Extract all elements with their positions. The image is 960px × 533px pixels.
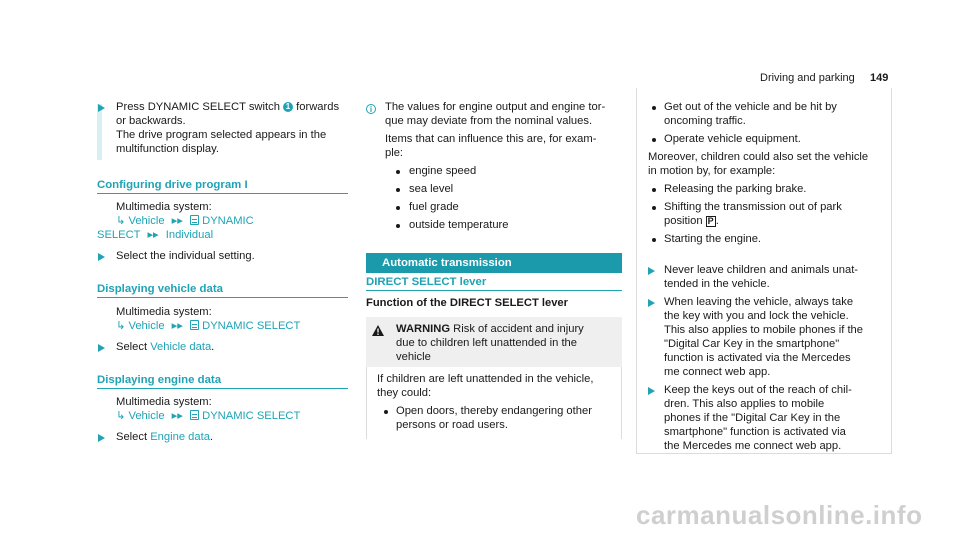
c3-b3: Releasing the parking brake.: [664, 183, 807, 195]
c3-b1a: Get out of the vehicle and be hit by: [664, 101, 837, 113]
step-arrow-icon: [98, 253, 105, 261]
c3-s1a: Never leave children and animals unat-: [664, 264, 859, 276]
warning-label: WARNING: [396, 323, 451, 335]
menu-individual[interactable]: Individual: [165, 229, 214, 241]
path-start-icon: ↳: [116, 320, 126, 332]
step-arrow-icon: [648, 387, 655, 395]
step-arrow-icon: [648, 267, 655, 275]
step-arrow-icon: [98, 344, 105, 352]
bullet-dot: [396, 206, 400, 210]
section-heading-engine-data: Displaying engine data: [97, 374, 222, 386]
menu-dynamic-select[interactable]: DYNAMIC SELECT: [202, 410, 301, 422]
warning-line4: If children are left unattended in the vehicle,: [377, 373, 594, 385]
subsection-rule: [366, 290, 622, 291]
c3-b4b: position P .: [664, 215, 719, 227]
warning-bullet1b: persons or road users.: [396, 419, 508, 431]
seat-icon: [190, 410, 199, 420]
watermark: carmanualsonline.info: [636, 500, 923, 530]
section-rule: [97, 193, 348, 194]
multimedia-label: Multimedia system:: [116, 396, 212, 408]
header-title: Driving and parking: [760, 72, 855, 84]
warning-line5: they could:: [377, 387, 432, 399]
vehicle-data-link[interactable]: Vehicle data: [150, 341, 212, 353]
note-line1: The values for engine output and engine tor-: [385, 101, 606, 113]
info-icon: [366, 104, 376, 114]
step-select-vehicle-data: Select Vehicle data.: [116, 341, 215, 353]
chevron-right-icon: ▸▸: [171, 215, 183, 227]
c3-b2: Operate vehicle equipment.: [664, 133, 801, 145]
park-symbol: P: [707, 216, 714, 226]
bullet-dot: [396, 224, 400, 228]
function-heading: Function of the DIRECT SELECT lever: [366, 297, 569, 309]
note-item: engine speed: [409, 165, 477, 177]
step-arrow-icon: [98, 104, 105, 112]
menu-vehicle[interactable]: Vehicle: [128, 410, 165, 422]
menu-path-1: [116, 215, 254, 229]
step-select-engine-data: Select Engine data.: [116, 431, 214, 443]
note-line4: ple:: [385, 147, 404, 159]
c3-b4a: Shifting the transmission out of park: [664, 201, 842, 213]
c3-s3e: the Mercedes me connect web app.: [664, 440, 842, 452]
step1-line4: multifunction display.: [116, 143, 220, 155]
warning-line2: due to children left unattended in the: [396, 337, 577, 349]
seat-icon: [190, 215, 199, 225]
subsection-heading: DIRECT SELECT lever: [366, 276, 487, 288]
chevron-right-icon: ▸▸: [171, 320, 183, 332]
chevron-right-icon: ▸▸: [171, 410, 183, 422]
c3-b1b: oncoming traffic.: [664, 115, 746, 127]
bullet-dot: [652, 188, 656, 192]
c3-p1: Moreover, children could also set the vehicle: [648, 151, 869, 163]
section-heading-configuring: Configuring drive program I: [97, 179, 248, 191]
menu-select[interactable]: SELECT: [97, 229, 141, 241]
multimedia-label: Multimedia system:: [116, 306, 212, 318]
step1-line2: or backwards.: [116, 115, 186, 127]
bullet-dot: [396, 170, 400, 174]
c3-s3d: smartphone" function is activated via: [664, 426, 846, 438]
step-arrow-icon: [648, 299, 655, 307]
note-item: outside temperature: [409, 219, 509, 231]
c3-s2a: When leaving the vehicle, always take: [664, 296, 854, 308]
step1-line1: Press DYNAMIC SELECT switch 1 forwards: [116, 101, 340, 113]
c3-s3c: phones if the "Digital Car Key in the: [664, 412, 841, 424]
c3-s3a: Keep the keys out of the reach of chil-: [664, 384, 852, 396]
chevron-right-icon: ▸▸: [147, 229, 159, 241]
bullet-dot: [396, 188, 400, 192]
c3-s3b: dren. This also applies to mobile: [664, 398, 825, 410]
path-start-icon: ↳: [116, 215, 126, 227]
warning-bullet1a: Open doors, thereby endangering other: [396, 405, 592, 417]
section-heading-vehicle-data: Displaying vehicle data: [97, 283, 223, 295]
note-item: sea level: [409, 183, 454, 195]
c3-p2: in motion by, for example:: [648, 165, 776, 177]
c3-s2f: me connect web app.: [664, 366, 771, 378]
menu-path-2: [116, 320, 300, 334]
menu-path-1b: [97, 229, 213, 243]
switch-number-icon: 1: [283, 102, 293, 112]
step-bar: [97, 104, 102, 160]
path-start-icon: ↳: [116, 410, 126, 422]
menu-path-3: [116, 410, 300, 424]
menu-vehicle[interactable]: Vehicle: [128, 320, 165, 332]
section-rule: [97, 388, 348, 389]
menu-dynamic[interactable]: DYNAMIC: [202, 215, 254, 227]
warning-title: WARNING Risk of accident and injury: [396, 323, 584, 335]
c3-s2e: function is activated via the Mercedes: [664, 352, 851, 364]
c3-s2d: "Digital Car Key in the smartphone": [664, 338, 840, 350]
bullet-dot: [384, 410, 388, 414]
note-item: fuel grade: [409, 201, 459, 213]
multimedia-label: Multimedia system:: [116, 201, 212, 213]
step1-line3: The drive program selected appears in the: [116, 129, 327, 141]
step-select-individual: Select the individual setting.: [116, 250, 255, 262]
step-arrow-icon: [98, 434, 105, 442]
menu-dynamic-select[interactable]: DYNAMIC SELECT: [202, 320, 301, 332]
bullet-dot: [652, 238, 656, 242]
c3-s1b: tended in the vehicle.: [664, 278, 770, 290]
menu-vehicle[interactable]: Vehicle: [128, 215, 165, 227]
engine-data-link[interactable]: Engine data: [150, 431, 210, 443]
page-number: 149: [870, 72, 889, 84]
section-banner: Automatic transmission: [366, 253, 622, 273]
note-line3: Items that can influence this are, for exam-: [385, 133, 597, 145]
warning-line3: vehicle: [396, 351, 431, 363]
c3-s2c: This also applies to mobile phones if the: [664, 324, 864, 336]
c3-b5: Starting the engine.: [664, 233, 762, 245]
note-line2: que may deviate from the nominal values.: [385, 115, 593, 127]
section-rule: [97, 297, 348, 298]
bullet-dot: [652, 206, 656, 210]
bullet-dot: [652, 138, 656, 142]
warning-icon: [372, 325, 384, 336]
seat-icon: [190, 320, 199, 330]
bullet-dot: [652, 106, 656, 110]
c3-s2b: the key with you and lock the vehicle.: [664, 310, 849, 322]
